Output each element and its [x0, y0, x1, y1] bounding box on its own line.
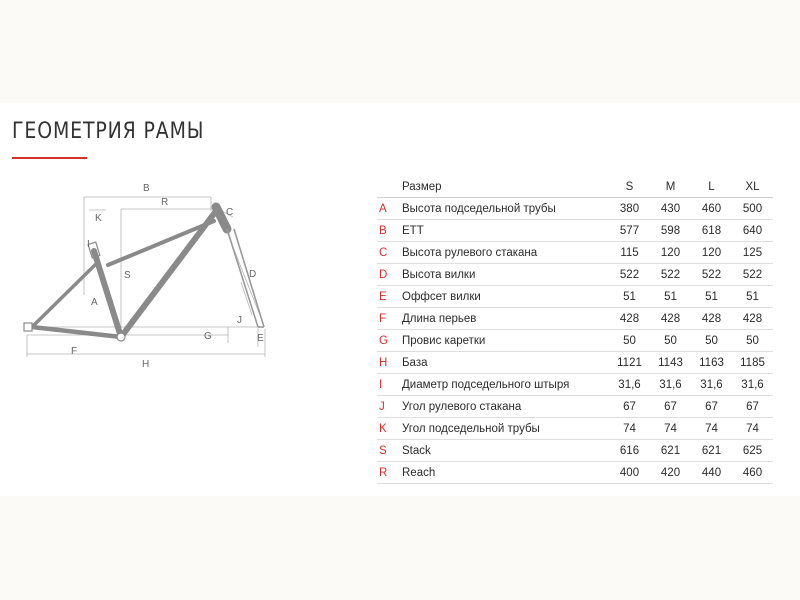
- value-l: 51: [691, 286, 732, 308]
- value-m: 50: [650, 330, 691, 352]
- table-row: [377, 418, 773, 440]
- value-s: 400: [609, 462, 650, 484]
- value-s: 428: [609, 308, 650, 330]
- rear-dropout: [24, 323, 32, 331]
- row-name: Угол подседельной трубы: [402, 418, 609, 440]
- row-code: D: [377, 264, 402, 286]
- table-row: [377, 352, 773, 374]
- label-e: E: [257, 333, 264, 344]
- row-code: H: [377, 352, 402, 374]
- header-size-xl: XL: [732, 176, 773, 198]
- value-xl: 500: [732, 198, 773, 220]
- value-s: 115: [609, 242, 650, 264]
- value-l: 522: [691, 264, 732, 286]
- header-label: Размер: [402, 176, 609, 198]
- row-name: Диаметр подседельного штыря: [402, 374, 609, 396]
- table-row: [377, 198, 773, 220]
- row-code: R: [377, 462, 402, 484]
- table-row: [377, 220, 773, 242]
- table-row: [377, 396, 773, 418]
- value-m: 1143: [650, 352, 691, 374]
- title-underline: [12, 157, 87, 159]
- value-m: 51: [650, 286, 691, 308]
- label-a: A: [91, 297, 98, 308]
- row-code: J: [377, 396, 402, 418]
- value-l: 621: [691, 440, 732, 462]
- value-xl: 625: [732, 440, 773, 462]
- table-header-row: [377, 176, 773, 198]
- label-k: K: [95, 213, 102, 224]
- value-xl: 640: [732, 220, 773, 242]
- header-size-l: L: [691, 176, 732, 198]
- table-row: [377, 374, 773, 396]
- label-b: B: [143, 183, 150, 194]
- value-xl: 67: [732, 396, 773, 418]
- value-xl: 31,6: [732, 374, 773, 396]
- table-row: [377, 286, 773, 308]
- row-name: ETT: [402, 220, 609, 242]
- value-l: 618: [691, 220, 732, 242]
- row-code: A: [377, 198, 402, 220]
- value-m: 120: [650, 242, 691, 264]
- row-code: B: [377, 220, 402, 242]
- table-row: [377, 264, 773, 286]
- dimension-lines: [27, 197, 265, 357]
- row-name: Высота подседельной трубы: [402, 198, 609, 220]
- row-code: G: [377, 330, 402, 352]
- value-l: 460: [691, 198, 732, 220]
- value-m: 621: [650, 440, 691, 462]
- row-name: Высота вилки: [402, 264, 609, 286]
- header-size-m: M: [650, 176, 691, 198]
- value-xl: 428: [732, 308, 773, 330]
- table-row: [377, 440, 773, 462]
- value-l: 74: [691, 418, 732, 440]
- row-name: База: [402, 352, 609, 374]
- value-l: 120: [691, 242, 732, 264]
- row-code: K: [377, 418, 402, 440]
- table-row: [377, 308, 773, 330]
- value-m: 430: [650, 198, 691, 220]
- label-j: J: [237, 315, 242, 326]
- value-m: 74: [650, 418, 691, 440]
- value-l: 440: [691, 462, 732, 484]
- label-c: C: [226, 207, 234, 218]
- value-l: 1163: [691, 352, 732, 374]
- value-s: 522: [609, 264, 650, 286]
- row-name: Оффсет вилки: [402, 286, 609, 308]
- value-s: 67: [609, 396, 650, 418]
- value-xl: 51: [732, 286, 773, 308]
- value-m: 420: [650, 462, 691, 484]
- value-s: 31,6: [609, 374, 650, 396]
- label-f: F: [71, 346, 78, 357]
- label-d: D: [249, 269, 257, 280]
- row-name: Угол рулевого стакана: [402, 396, 609, 418]
- row-code: S: [377, 440, 402, 462]
- value-m: 67: [650, 396, 691, 418]
- value-s: 74: [609, 418, 650, 440]
- label-r: R: [161, 197, 169, 208]
- header-code-cell: [377, 176, 402, 198]
- value-l: 428: [691, 308, 732, 330]
- value-m: 598: [650, 220, 691, 242]
- frame-diagram: [18, 177, 278, 377]
- value-xl: 125: [732, 242, 773, 264]
- bottom-bracket: [117, 333, 125, 341]
- label-g: G: [204, 331, 212, 342]
- value-m: 428: [650, 308, 691, 330]
- value-s: 380: [609, 198, 650, 220]
- table-row: [377, 462, 773, 484]
- value-xl: 1185: [732, 352, 773, 374]
- page-title: ГЕОМЕТРИЯ РАМЫ: [12, 119, 205, 144]
- value-l: 50: [691, 330, 732, 352]
- value-m: 31,6: [650, 374, 691, 396]
- row-name: Провис каретки: [402, 330, 609, 352]
- row-name: Reach: [402, 462, 609, 484]
- header-size-s: S: [609, 176, 650, 198]
- label-i: I: [87, 239, 90, 250]
- value-s: 1121: [609, 352, 650, 374]
- label-h: H: [142, 359, 150, 370]
- row-name: Stack: [402, 440, 609, 462]
- value-l: 31,6: [691, 374, 732, 396]
- value-xl: 50: [732, 330, 773, 352]
- value-xl: 460: [732, 462, 773, 484]
- label-s: S: [124, 270, 131, 281]
- value-xl: 522: [732, 264, 773, 286]
- geometry-panel: [0, 103, 800, 496]
- row-code: E: [377, 286, 402, 308]
- value-m: 522: [650, 264, 691, 286]
- row-code: F: [377, 308, 402, 330]
- table-row: [377, 330, 773, 352]
- value-s: 577: [609, 220, 650, 242]
- row-code: I: [377, 374, 402, 396]
- value-s: 50: [609, 330, 650, 352]
- table-row: [377, 242, 773, 264]
- geometry-table: [377, 176, 773, 484]
- value-xl: 74: [732, 418, 773, 440]
- row-name: Длина перьев: [402, 308, 609, 330]
- row-name: Высота рулевого стакана: [402, 242, 609, 264]
- value-s: 51: [609, 286, 650, 308]
- row-code: C: [377, 242, 402, 264]
- value-s: 616: [609, 440, 650, 462]
- value-l: 67: [691, 396, 732, 418]
